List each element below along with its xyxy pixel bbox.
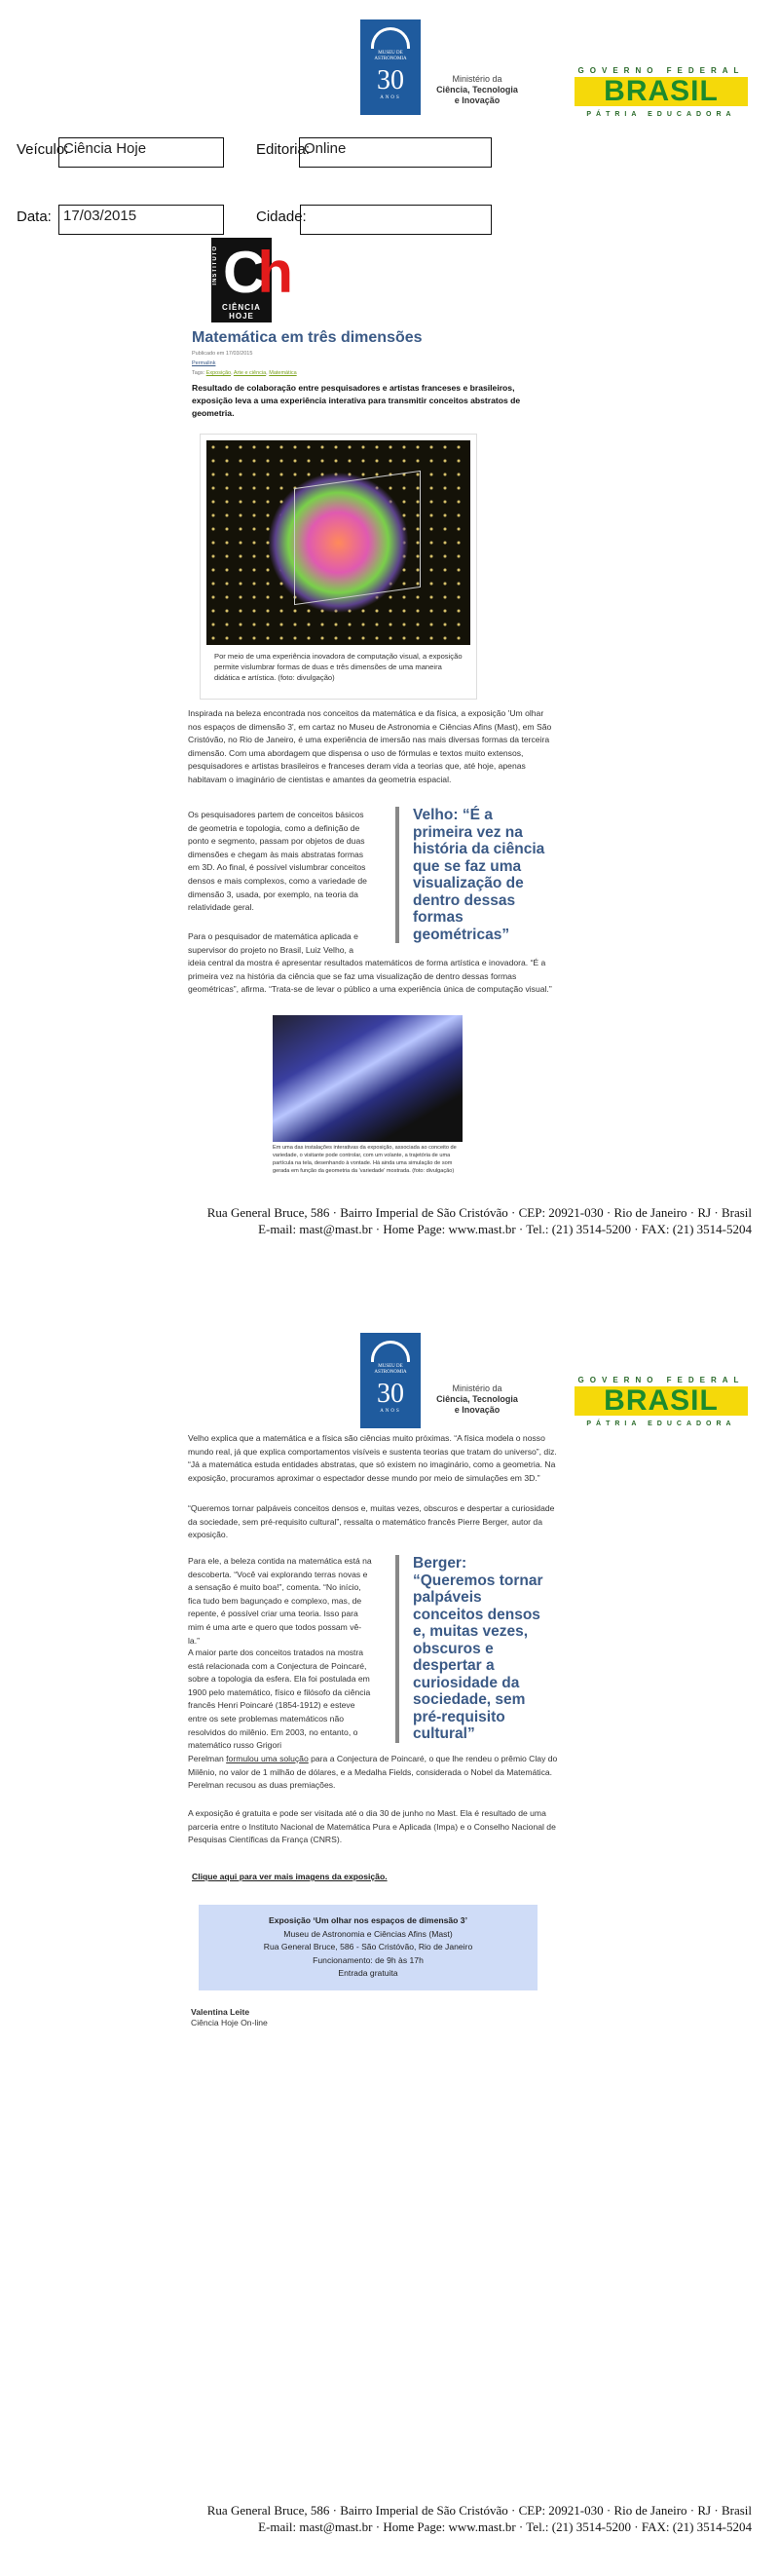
figure-1-caption: Por meio de uma experiência inovadora de computação visual, a exposição permite vislumbrar formas de duas e três dimensões de uma maneira didática e artística. (foto: divulgação): [214, 652, 463, 682]
cidade-label: Cidade:: [256, 208, 307, 225]
author-outlet: Ciência Hoje On-line: [191, 2018, 268, 2027]
photo-installation-image: [273, 1015, 463, 1142]
brasil-logo-page-2: [575, 1376, 748, 1431]
mast-logo-number: 30: [377, 65, 404, 95]
paragraph-7a: A maior parte dos conceitos tratados na mostra está relacionada com a Conjectura de Poincaré, sobre a topologia da esfera. Ela foi postulada em 1900 pelo matemático, físico e filósofo da ciência francês Henri Poincaré (1854-1912) e esteve entre os sete problemas matemáticos não resolvidos do milênio. Em 2003, no entanto, o matemático russo Grigori: [188, 1648, 371, 1751]
brasil-logo: [575, 66, 748, 122]
editoria-field[interactable]: Online: [299, 137, 492, 168]
author-name: Valentina Leite: [191, 2007, 250, 2017]
veiculo-label: Veículo:: [17, 141, 69, 158]
p7b-post: para a Conjectura de Poincaré, o que lhe rendeu o prêmio Clay do Milênio, no valor de 1 milhão de dólares, e a Medalha Fields, considerada o Nobel da Matemática. Perelman recusou as duas premiações.: [188, 1754, 558, 1791]
brasil-logo-top: GOVERNO FEDERAL: [577, 66, 745, 75]
brasil-logo-bottom: PÁTRIA EDUCADORA: [586, 111, 736, 118]
veiculo-field[interactable]: Ciência Hoje: [58, 137, 224, 168]
page-1-footer: [97, 1204, 752, 1237]
p7b-pre: Perelman: [188, 1754, 227, 1763]
footer-contacts: E-mail: mast@mast.br · Home Page: www.mast.br · Tel.: (21) 3514-5200 · FAX: (21) 3514-5204: [258, 2519, 752, 2534]
brasil-logo-bottom: PÁTRIA EDUCADORA: [586, 1421, 736, 1427]
ch-logo-side: INSTITUTO: [212, 246, 218, 285]
mast-logo-sub: ANOS: [380, 95, 401, 100]
ch-logo-bottom: CIÊNCIA HOJE: [222, 303, 261, 321]
ministry-logo: [433, 74, 521, 106]
page-2-footer: [97, 2502, 752, 2535]
paragraph-1: Inspirada na beleza encontrada nos conceitos da matemática e da física, a exposição 'Um olhar nos espaços de dimensão 3', em cartaz no Museu de Astronomia e Ciências Afins (Mast), em São Cristóvão, no Rio de Janeiro, é uma experiência de imersão nas mais diversas formas da terceira dimensão. Com uma abordagem que dispensa o uso de fórmulas e textos muito extensos, pesquisadores e artistas brasileiros e franceses deram vida a teorias que, até hoje, apenas habitavam o imaginário de cientistas e amantes da geometria espacial.: [188, 708, 552, 784]
more-images-link[interactable]: Clique aqui para ver mais imagens da exposição.: [192, 1872, 388, 1881]
ministry-line2: Ciência, Tecnologia: [436, 1394, 518, 1404]
pull-quote-velho: Velho: “É a primeira vez na história da ciência que se faz uma visualização de dentro dessas formas geométricas”: [395, 807, 551, 943]
photo-cube-image: [206, 440, 470, 645]
brasil-logo-word: BRASIL: [575, 1386, 748, 1416]
footer-address: Rua General Bruce, 586 · Bairro Imperial de São Cristóvão · CEP: 20921-030 · Rio de Janeiro · RJ · Brasil: [206, 2503, 752, 2518]
mast-logo-number: 30: [377, 1379, 404, 1409]
ministry-line1: Ministério da: [452, 74, 502, 84]
exhibition-info-box: [199, 1905, 538, 1990]
published-date: Publicado em 17/03/2015: [192, 351, 253, 357]
figure-1: [200, 434, 477, 700]
ministry-line3: e Inovação: [454, 1405, 501, 1415]
footer-address: Rua General Bruce, 586 · Bairro Imperial de São Cristóvão · CEP: 20921-030 · Rio de Janeiro · RJ · Brasil: [206, 1205, 752, 1220]
footer-contacts: E-mail: mast@mast.br · Home Page: www.mast.br · Tel.: (21) 3514-5200 · FAX: (21) 3514-5204: [258, 1222, 752, 1236]
ministry-line1: Ministério da: [452, 1383, 502, 1393]
data-label: Data:: [17, 208, 52, 225]
mast-logo-line2: ASTRONOMIA: [374, 1370, 407, 1375]
tag-exposicao[interactable]: Exposição: [205, 370, 232, 376]
paragraph-3a: Para o pesquisador de matemática aplicada e supervisor do projeto no Brasil, Luiz Velho, a: [188, 931, 358, 955]
tag-matematica[interactable]: Matemática: [269, 370, 297, 376]
ministry-line2: Ciência, Tecnologia: [436, 85, 518, 95]
mast-logo-line2: ASTRONOMIA: [374, 57, 407, 61]
mast-logo-line1: MUSEU DE: [378, 51, 403, 56]
paragraph-3b: ideia central da mostra é apresentar resultados matemáticos de forma artística e inovadora. “É a primeira vez na história da ciência que se faz uma visualização de dentro dessas formas geométricas”, afirma. “Trata-se de levar o público a uma experiência única de computação visual.”: [188, 958, 552, 995]
tag-arte-ciencia[interactable]: Arte e ciência: [233, 370, 267, 376]
article-lead: Resultado de colaboração entre pesquisadores e artistas franceses e brasileiros, exposição leva a uma experiência interativa para transmitir conceitos abstratos de geometria.: [192, 383, 521, 418]
solution-link[interactable]: formulou uma solução: [226, 1754, 309, 1763]
data-field[interactable]: 17/03/2015: [58, 205, 224, 235]
brasil-logo-word: BRASIL: [575, 77, 748, 106]
ciencia-hoje-logo: [211, 238, 285, 322]
mast-logo-line1: MUSEU DE: [378, 1364, 403, 1369]
paragraph-6: Para ele, a beleza contida na matemática está na descoberta. “Você vai explorando terras novas e a sensação é muito boa!”, comenta. “No início, fica tudo bem bagunçado e complexo, mas, de repente, é possível criar uma teoria. Isso para mim é uma arte e quero que todos possam vê-la.”: [188, 1556, 372, 1646]
figure-2-caption: Em uma das instalações interativas da exposição, associada ao conceito de variedade, o visitante pode controlar, com um volante, a trajetória de uma partícula na tela, desenhando à vontade. Há ainda uma simulação de som gerada em função da geometria da 'variedade' mostrada. (foto: divulgação): [273, 1145, 457, 1174]
paragraph-2: Os pesquisadores partem de conceitos básicos de geometria e topologia, como a definição de ponto e segmento, passam por objetos de duas dimensões e chegam às mais abstratas formas em 3D. Ao final, é possível vislumbrar conceitos densos e mais complexos, como a variedade de dimensão 3, usada, por exemplo, na teoria da relatividade geral.: [188, 810, 367, 913]
info-title: Exposição ‘Um olhar nos espaços de dimensão 3’: [269, 1915, 467, 1925]
info-entry: Entrada gratuita: [338, 1968, 398, 1979]
paragraph-8: A exposição é gratuita e pode ser visitada até o dia 30 de junho no Mast. Ela é resultado de uma parceria entre o Instituto Nacional de Matemática Pura e Aplicada (Impa) e o Conselho Nacional de Pesquisas Científicas da França (CNRS).: [188, 1808, 556, 1845]
paragraph-4: Velho explica que a matemática e a física são ciências muito próximas. “A física modela o nosso mundo real, já que explica comportamentos visíveis e sustenta teorias que tratam do universo”, diz. “Já a matemática estuda entidades abstratas, que só existem no imaginário, como a geometria. Na exposição, procuramos aproximar o espectador desse mundo por meio de simulações em 3D.”: [188, 1433, 557, 1483]
ch-logo-c: C: [223, 240, 258, 305]
ministry-line3: e Inovação: [454, 95, 501, 105]
ch-logo-h: h: [257, 240, 285, 305]
editoria-label: Editoria:: [256, 141, 311, 158]
pull-quote-berger: Berger: “Queremos tornar palpáveis conceitos densos e, muitas vezes, obscuros e despertar a curiosidade da sociedade, sem pré-requisito cultural”: [395, 1555, 551, 1743]
info-address: Rua General Bruce, 586 - São Cristóvão, Rio de Janeiro: [263, 1942, 473, 1952]
mast-logo-sub: ANOS: [380, 1409, 401, 1414]
article-title: Matemática em três dimensões: [192, 329, 423, 346]
info-hours: Funcionamento: de 9h às 17h: [313, 1954, 424, 1965]
paragraph-5: “Queremos tornar palpáveis conceitos densos e, muitas vezes, obscuros e despertar a curiosidade da sociedade, sem pré-requisito cultural”, ressalta o matemático francês Pierre Berger, autor da exposição.: [188, 1503, 555, 1540]
paragraph-7b: [188, 1753, 558, 1793]
tags-label: Tags:: [192, 370, 205, 376]
mast-logo: [360, 19, 421, 115]
permalink-link[interactable]: Permalink: [192, 360, 216, 366]
ministry-logo-page-2: [433, 1383, 521, 1416]
cidade-field[interactable]: [300, 205, 492, 235]
tags: Tags: Exposição, Arte e ciência, Matemática: [192, 370, 297, 376]
info-venue: Museu de Astronomia e Ciências Afins (Mast): [283, 1928, 453, 1939]
brasil-logo-top: GOVERNO FEDERAL: [577, 1376, 745, 1384]
mast-logo-page-2: [360, 1333, 421, 1428]
